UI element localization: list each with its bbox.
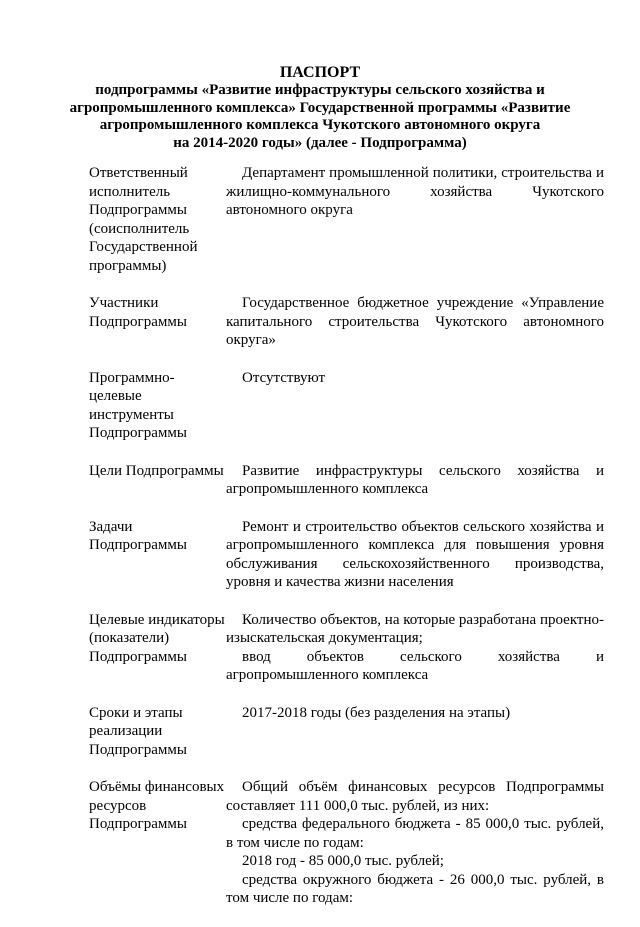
value-paragraph: Ремонт и строительство объектов сельского хозяйства и агропромышленного комплекса для повышения уровня обслуживания сельскохозяйственного производства, уровня и качества жизни населения (226, 518, 604, 590)
row-value (226, 611, 604, 704)
row-label: Целевые индикаторы (показатели) Подпрограммы (89, 611, 225, 665)
row-label: Объёмы финансовых ресурсов Подпрограммы (89, 779, 225, 832)
table-row (89, 462, 604, 518)
table-row (89, 611, 604, 704)
value-paragraph: средства федерального бюджета - 85 000,0 тыс. рублей, в том числе по годам: (226, 816, 604, 851)
passport-table (89, 164, 604, 927)
value-paragraph: ввод объектов сельского хозяйства и агропромышленного комплекса (226, 648, 604, 683)
subtitle-line: агропромышленного комплекса» Государственной программы «Развитие (69, 99, 571, 116)
row-label: Программно-целевые инструменты Подпрограммы (89, 369, 187, 441)
row-value (226, 164, 604, 294)
value-paragraph: Общий объём финансовых ресурсов Подпрограммы составляет 111 000,0 тыс. рублей, из них: (226, 779, 604, 814)
value-paragraph: Департамент промышленной политики, строительства и жилищно-коммунального хозяйства Чукотского автономного округа (226, 165, 604, 218)
subtitle-line: агропромышленного комплекса Чукотского автономного округа (99, 117, 541, 134)
value-paragraph: 2018 год - 85 000,0 тыс. рублей; (242, 853, 444, 869)
row-value (226, 704, 604, 779)
row-value (226, 778, 604, 927)
table-row (89, 369, 604, 462)
row-value (226, 369, 604, 462)
row-label: Ответственный исполнитель Подпрограммы (соисполнитель Государственной программы) (89, 165, 198, 274)
row-label: Участники Подпрограммы (89, 295, 187, 330)
table-row (89, 778, 604, 927)
table-row (89, 164, 604, 294)
table-row (89, 704, 604, 779)
passport-heading (60, 63, 580, 152)
row-value (226, 518, 604, 611)
value-paragraph: Государственное бюджетное учреждение «Управление капитального строительства Чукотского автономного округа» (226, 295, 604, 348)
table-row (89, 294, 604, 369)
value-paragraph: Развитие инфраструктуры сельского хозяйства и агропромышленного комплекса (226, 462, 604, 497)
table-row (89, 518, 604, 611)
value-paragraph: Количество объектов, на которые разработана проектно-изыскательская документация; (226, 611, 604, 646)
row-label: Задачи Подпрограммы (89, 518, 187, 553)
value-paragraph: средства окружного бюджета - 26 000,0 тыс. рублей, в том числе по годам: (226, 871, 604, 906)
subtitle-line: на 2014-2020 годы» (далее - Подпрограмма) (173, 134, 467, 151)
subtitle-line: подпрограммы «Развитие инфраструктуры сельского хозяйства и (95, 82, 545, 98)
row-value (226, 294, 604, 369)
row-value (226, 462, 604, 518)
page-title: ПАСПОРТ (279, 64, 361, 81)
value-paragraph: Отсутствуют (242, 369, 326, 386)
value-paragraph: 2017-2018 годы (без разделения на этапы) (242, 704, 511, 721)
row-label: Цели Подпрограммы (89, 462, 224, 479)
row-label: Сроки и этапы реализации Подпрограммы (89, 704, 187, 758)
